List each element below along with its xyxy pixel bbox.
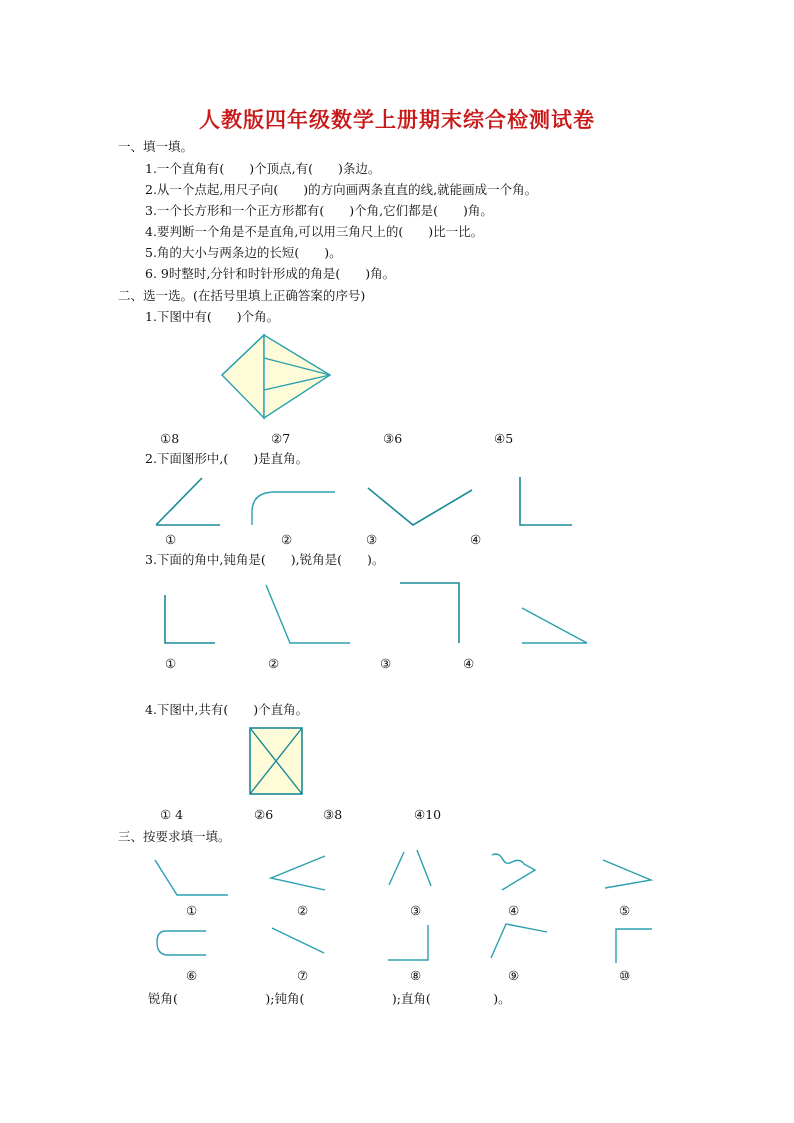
s1-question-3: 3.一个长方形和一个正方形都有( )个角,它们都是( )角。 [145,203,493,218]
s3-row2-label-9: ⑨ [508,968,520,983]
s1-question-6: 6. 9时整时,分针和时针形成的角是( )角。 [145,266,396,281]
s2-q4-option-2: ②6 [254,807,274,822]
s2-q2-option-3: ③ [366,532,378,547]
s3-row1-label-3: ③ [410,903,422,918]
s2-q3-option-2: ② [268,656,280,671]
s1-question-5: 5.角的大小与两条边的长短( )。 [145,245,342,260]
s3-row2-label-8: ⑧ [410,968,422,983]
s3-row1-label-4: ④ [508,903,520,918]
s3-answer-line: 锐角( );钝角( );直角( )。 [148,991,511,1006]
page-title: 人教版四年级数学上册期末综合检测试卷 [199,108,595,132]
s2-q1-option-2: ②7 [271,431,291,446]
s2-question-2: 2.下面图形中,( )是直角。 [145,451,309,466]
s1-question-1: 1.一个直角有( )个顶点,有( )条边。 [145,161,381,176]
s2-question-1: 1.下图中有( )个角。 [145,309,280,324]
section3-heading: 三、按要求填一填。 [118,829,231,844]
s2-q3-option-1: ① [165,656,177,671]
s2-question-4: 4.下图中,共有( )个直角。 [145,702,309,717]
section2-heading: 二、选一选。(在括号里填上正确答案的序号) [118,288,366,303]
s3-row2-label-10: ⑩ [619,968,631,983]
s2-q2-option-1: ① [165,532,177,547]
s3-row1-label-1: ① [186,903,198,918]
s2-q3-option-4: ④ [463,656,475,671]
s2-q4-option-3: ③8 [323,807,343,822]
s1-question-4: 4.要判断一个角是不是直角,可以用三角尺上的( )比一比。 [145,224,484,239]
s2-q4-option-1: ① 4 [160,807,184,822]
s1-question-2: 2.从一个点起,用尺子向( )的方向画两条直直的线,就能画成一个角。 [145,182,538,197]
s2-q2-option-4: ④ [470,532,482,547]
s3-row1-label-5: ⑤ [619,903,631,918]
s2-q4-option-4: ④10 [414,807,442,822]
s2-q3-option-3: ③ [380,656,392,671]
section1-heading: 一、填一填。 [118,139,194,154]
s2-q1-option-4: ④5 [494,431,514,446]
s2-q2-option-2: ② [281,532,293,547]
s3-row2-label-6: ⑥ [186,968,198,983]
s3-row1-label-2: ② [297,903,309,918]
s2-question-3: 3.下面的角中,钝角是( ),锐角是( )。 [145,552,385,567]
s2-q1-option-1: ①8 [160,431,180,446]
s3-row2-label-7: ⑦ [297,968,309,983]
s2-q1-option-3: ③6 [383,431,403,446]
